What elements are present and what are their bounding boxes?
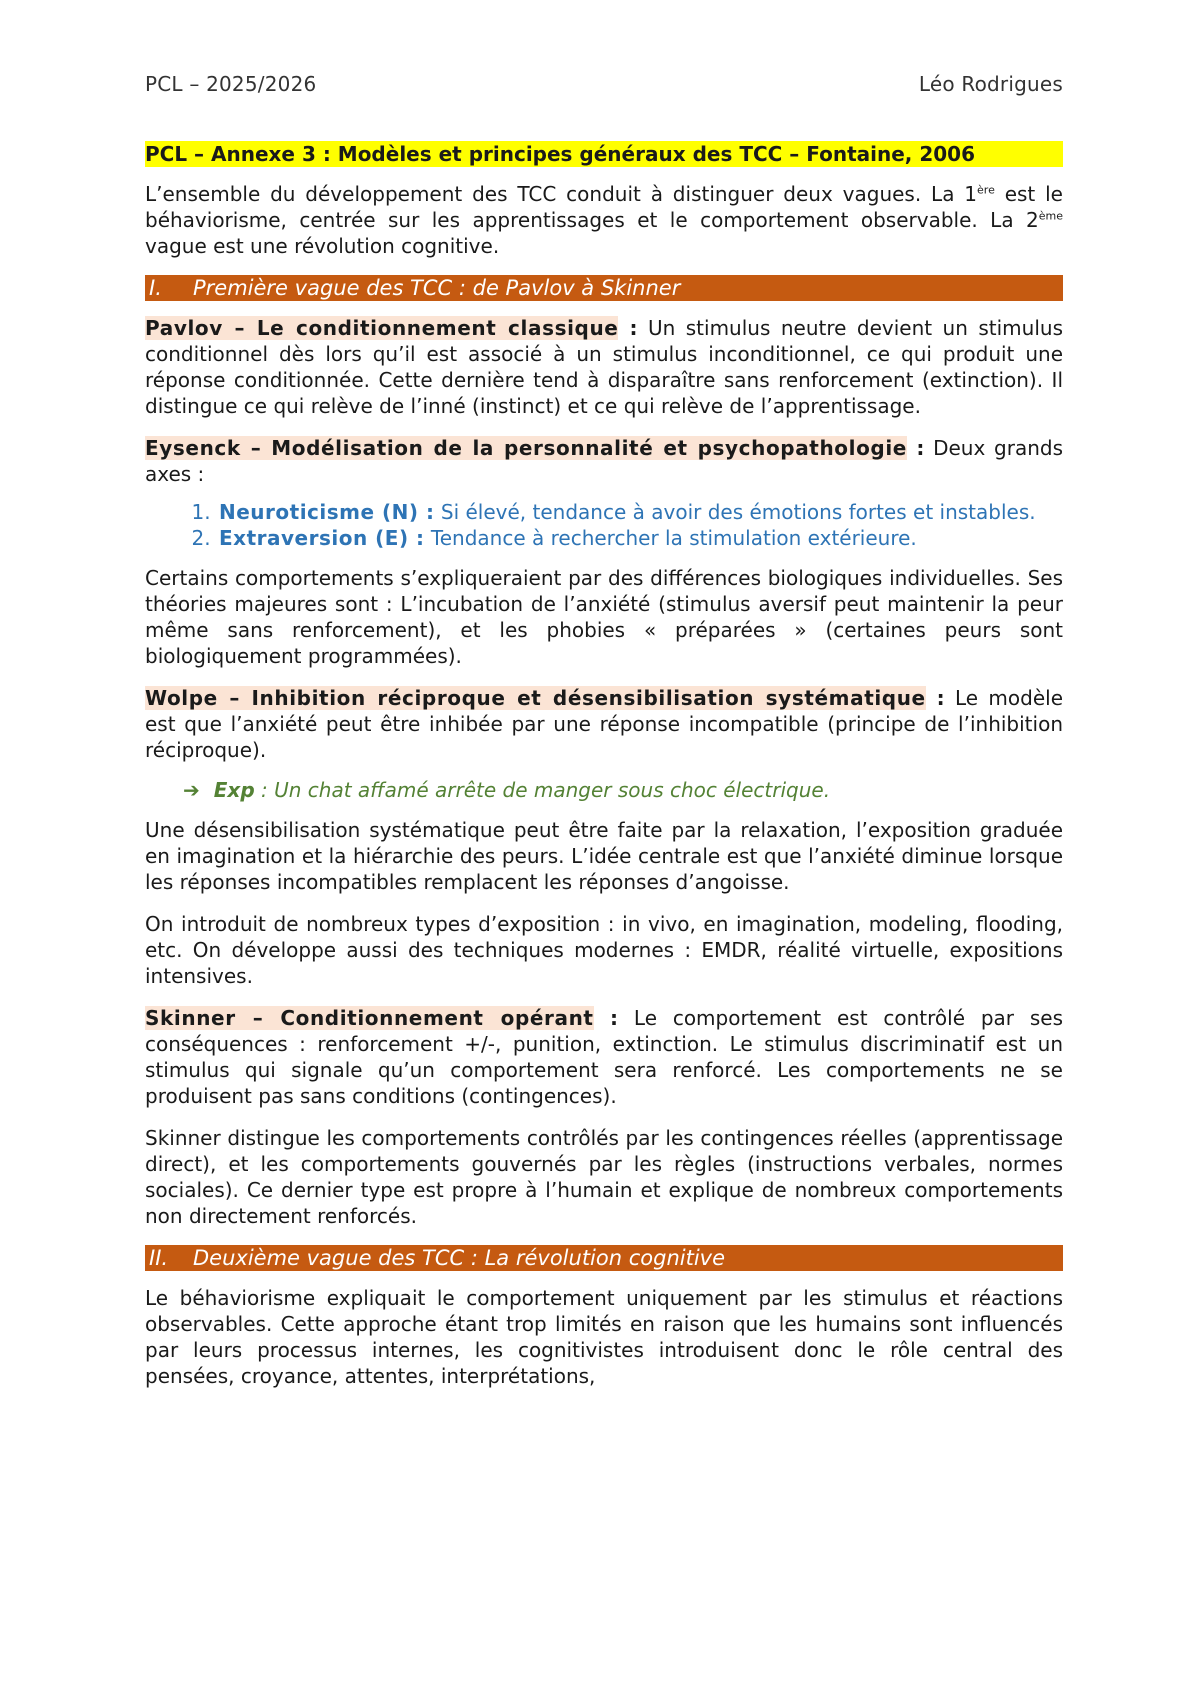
list-item-text: Tendance à rechercher la stimulation extérieure.	[424, 526, 917, 550]
term-colon: :	[925, 686, 945, 710]
intro-text-c: vague est une révolution cognitive.	[145, 234, 500, 258]
paragraph-text: Le comportement est contrôlé par ses conséquences : renforcement +/-, punition, extinction. Le stimulus discriminatif est un stimulus qui signale qu’un comportement sera renforcé. Les comportements ne se produisent pas sans conditions (contingences).	[145, 1006, 1064, 1108]
term-colon: :	[906, 436, 925, 460]
intro-text-b: est le béhaviorisme, centrée sur les apprentissages et le comportement observable. La 2	[145, 182, 1063, 232]
example-text: : Un chat affamé arrête de manger sous choc électrique.	[254, 778, 831, 802]
list-item	[217, 525, 1063, 551]
section-heading-1	[145, 275, 1063, 301]
example-line	[183, 777, 1063, 803]
intro-sup-1: ère	[977, 183, 995, 197]
intro-paragraph	[145, 181, 1063, 259]
eysenck-theories-paragraph: Certains comportements s’expliqueraient par des différences biologiques individuelles. Ses théories majeures sont : L’incubation de l’anxiété (stimulus aversif peut maintenir la peur même sans renforcement), et les phobies « préparées » (certaines peurs sont biologiquement programmées).	[145, 566, 1063, 668]
section-title: Première vague des TCC : de Pavlov à Skinner	[193, 276, 681, 300]
skinner-rules-paragraph: Skinner distingue les comportements contrôlés par les contingences réelles (apprentissage direct), et les comportements gouvernés par les règles (instructions verbales, normes sociales). Ce dernier type est propre à l’humain et explique de nombreux comportements non directement renforcés.	[145, 1126, 1063, 1228]
wolpe-paragraph	[145, 685, 1063, 763]
exposition-paragraph: On introduit de nombreux types d’exposition : in vivo, en imagination, modeling, flooding, etc. On développe aussi des techniques modernes : EMDR, réalité virtuelle, expositions intensives.	[145, 912, 1063, 988]
document-body	[145, 141, 1063, 1405]
eysenck-axes-list	[145, 499, 1063, 551]
list-item-text: Si élevé, tendance à avoir des émotions fortes et instables.	[434, 500, 1036, 524]
cognitive-paragraph: Le béhaviorisme expliquait le comportement uniquement par les stimulus et réactions observables. Cette approche étant trop limités en raison que les humains sont influencés par leurs processus internes, les cognitivistes introduisent donc le rôle central des pensées, croyance, attentes, interprétations,	[145, 1286, 1063, 1388]
eysenck-paragraph	[145, 435, 1063, 487]
term-highlight: Skinner – Conditionnement opérant	[145, 1006, 594, 1030]
skinner-paragraph	[145, 1005, 1063, 1109]
term-colon: :	[593, 1006, 619, 1030]
arrow-right-icon: ➔	[183, 778, 200, 802]
header-course: PCL – 2025/2026	[145, 72, 317, 96]
list-item-term: Neuroticisme (N) :	[219, 500, 435, 524]
list-item-term: Extraversion (E) :	[219, 526, 425, 550]
document-title: PCL – Annexe 3 : Modèles et principes généraux des TCC – Fontaine, 2006	[145, 141, 1063, 167]
page-header	[145, 72, 1063, 96]
intro-sup-2: ème	[1038, 209, 1063, 223]
section-title: Deuxième vague des TCC : La révolution cognitive	[193, 1246, 726, 1270]
paragraph-text: Le modèle est que l’anxiété peut être inhibée par une réponse incompatible (principe de l’inhibition réciproque).	[145, 686, 1063, 762]
term-highlight: Eysenck – Modélisation de la personnalité et psychopathologie	[145, 436, 907, 460]
term-highlight: Wolpe – Inhibition réciproque et désensibilisation systématique	[145, 686, 926, 710]
paragraph-text: Deux grands axes :	[145, 436, 1063, 486]
section-heading-2	[145, 1245, 1063, 1271]
section-number: I.	[149, 276, 162, 300]
paragraph-text: Un stimulus neutre devient un stimulus conditionnel dès lors qu’il est associé à un stimulus inconditionnel, ce qui produit une réponse conditionnée. Cette dernière tend à disparaître sans renforcement (extinction). Il distingue ce qui relève de l’inné (instinct) et ce qui relève de l’apprentissage.	[145, 316, 1063, 418]
pavlov-paragraph	[145, 315, 1063, 419]
section-number: II.	[149, 1246, 169, 1270]
list-item	[217, 499, 1063, 525]
example-label: Exp	[213, 778, 255, 802]
desensitization-paragraph: Une désensibilisation systématique peut être faite par la relaxation, l’exposition graduée en imagination et la hiérarchie des peurs. L’idée centrale est que l’anxiété diminue lorsque les réponses incompatibles remplacent les réponses d’angoisse.	[145, 818, 1063, 894]
intro-text-a: L’ensemble du développement des TCC conduit à distinguer deux vagues. La 1	[145, 182, 978, 206]
term-colon: :	[618, 316, 638, 340]
header-author: Léo Rodrigues	[918, 72, 1063, 96]
term-highlight: Pavlov – Le conditionnement classique	[145, 316, 619, 340]
